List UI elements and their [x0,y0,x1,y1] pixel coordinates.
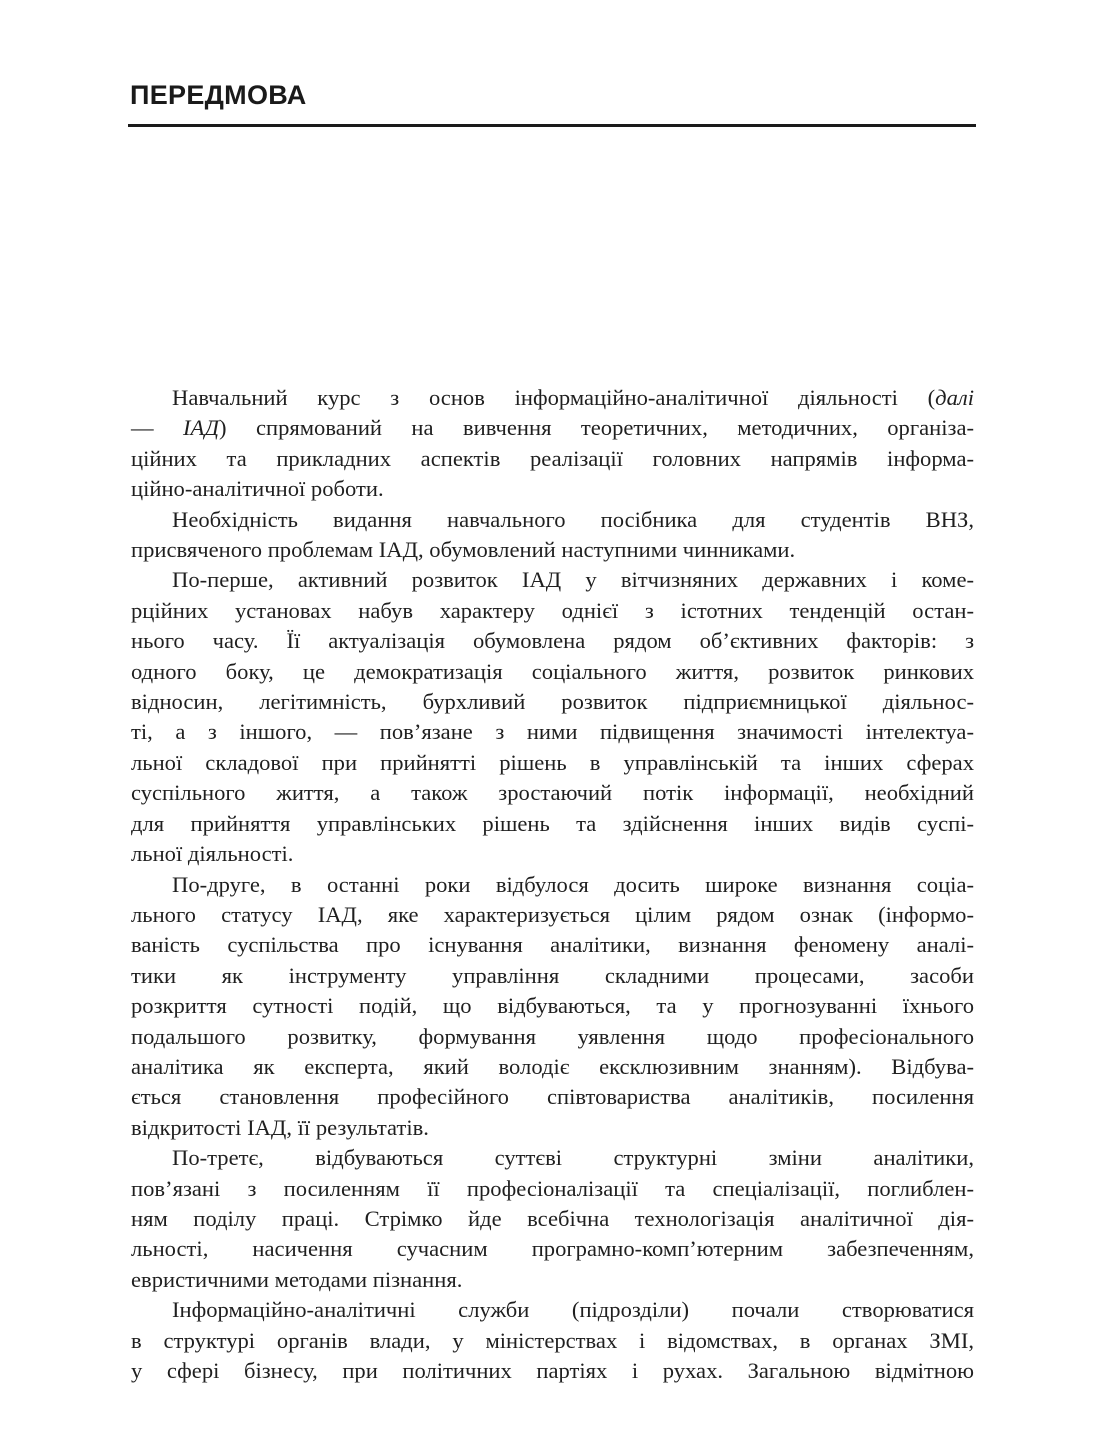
text-line: По-третє, відбуваються суттєві структурні зміни аналітики, [172,1145,974,1171]
paragraph [131,505,974,566]
text-line: По-перше, активний розвиток ІАД у вітчизняних державних і коме- [172,567,974,593]
paragraph [131,565,974,869]
paragraph [131,1143,974,1295]
text-line: відносин, легітимність, бурхливий розвиток підприємницької діяльнос- [131,689,974,715]
text-line: присвяченого проблемам ІАД, обумовлений наступними чинниками. [131,537,796,563]
text-line: льної складової при прийнятті рішень в управлінській та інших сферах [131,749,974,775]
text-line: рційних установах набув характеру однієї з істотних тенденцій остан- [131,597,974,623]
text-line: для прийняття управлінських рішень та здійснення інших видів суспі- [131,810,974,836]
text-line: одного боку, це демократизація соціального життя, розвиток ринкових [131,658,974,684]
text-line: евристичними методами пізнання. [131,1266,463,1292]
text-line: ті, а з іншого, — пов’язане з ними підвищення значимості інтелектуа- [131,719,974,745]
text-line: Інформаційно-аналітичні служби (підрозділи) почали створюватися [172,1297,974,1323]
page-title: ПЕРЕДМОВА [130,80,307,110]
text-line: подальшого розвитку, формування уявлення щодо професіонального [131,1023,974,1049]
text-line: тики як інструменту управління складними процесами, засоби [131,962,974,988]
text-line: у сфері бізнесу, при політичних партіях і рухах. Загальною відмітною [131,1358,974,1383]
italic-term: ІАД [183,415,220,441]
body-text [131,383,974,1386]
paragraph [131,383,974,505]
paragraph [131,1295,974,1386]
text-line: льного статусу ІАД, яке характеризується цілим рядом ознак (інформо- [131,901,974,927]
italic-term: далі [935,385,974,410]
paragraph [131,870,974,1144]
text-line: нього часу. Її актуалізація обумовлена рядом об’єктивних факторів: з [131,628,974,654]
text-line: розкриття сутності подій, що відбуваються, та у прогнозуванні їхнього [131,993,974,1019]
text-line: аналітика як експерта, який володіє ексклюзивним знанням). Відбува- [131,1053,974,1079]
text-line: ється становлення професійного співтовариства аналітиків, посилення [131,1084,974,1110]
text-line: ційних та прикладних аспектів реалізації головних напрямів інформа- [131,445,974,471]
text-line: ваність суспільства про існування аналітики, визнання феномену аналі- [131,932,974,958]
text-line: в структурі органів влади, у міністерствах і відомствах, в органах ЗМІ, [131,1327,974,1353]
text-line: суспільного життя, а також зростаючий потік інформації, необхідний [131,780,974,806]
text-line: відкритості ІАД, її результатів. [131,1114,429,1140]
text-line: льної діяльності. [131,841,294,867]
text-line: ційно-аналітичної роботи. [131,476,384,502]
text-line: ням поділу праці. Стрімко йде всебічна технологізація аналітичної дія- [131,1205,974,1231]
text-line: льності, насичення сучасним програмно-комп’ютерним забезпеченням, [131,1236,974,1262]
text-line: По-друге, в останні роки відбулося досить широке визнання соціа- [172,871,974,897]
title-underline-rule [128,124,976,127]
text-line: — ІАД) спрямований на вивчення теоретичних, методичних, організа- [131,415,974,441]
text-line: Необхідність видання навчального посібника для студентів ВНЗ, [172,506,974,532]
text-line: Навчальний курс з основ інформаційно-аналітичної діяльності (далі [172,385,974,410]
text-line: пов’язані з посиленням її професіоналізації та спеціалізації, поглиблен- [131,1175,974,1201]
